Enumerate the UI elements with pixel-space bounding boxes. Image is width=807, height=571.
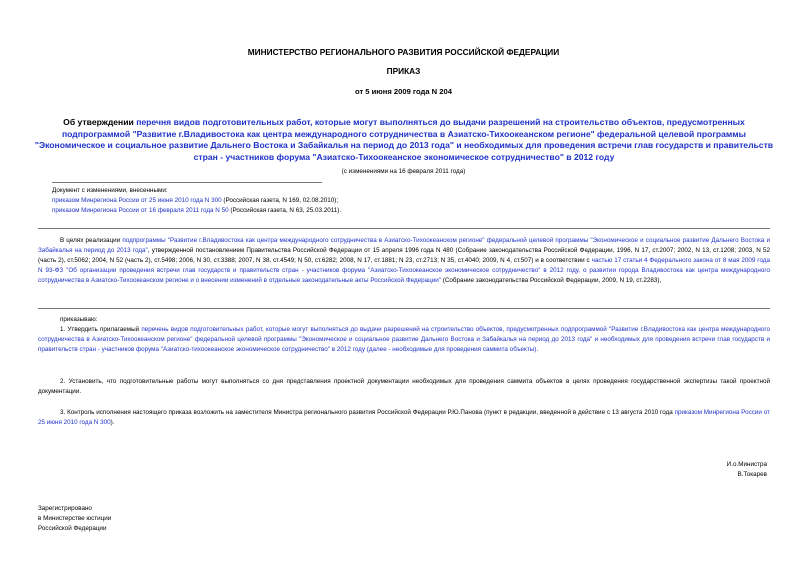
order-item-1 [38, 325, 770, 355]
title-prefix: Об утверждении [63, 117, 137, 127]
amendments-block [52, 186, 552, 217]
divider [38, 228, 770, 229]
order-item-3 [38, 408, 770, 428]
document-type: ПРИКАЗ [386, 66, 421, 76]
amendment-item [52, 206, 552, 216]
amendment-order-link[interactable]: приказом Минрегиона России от 25 июня 2010 года N 300 [38, 409, 770, 427]
title-link[interactable]: перечня видов подготовительных работ, которые могут выполняться до выдачи разрешений на строительство объектов, предусмотренных подпрограммой "Развитие г.Владивостока как центра международного сотрудничества в Азиатско-Тихоокеанском регионе" федеральной целевой программы "Экономическое и социальное развитие Дальнего Востока и Забайкалья на период до 2013 года" и необходимых для проведения встречи глав государств и правительств стран - участников форума "Азиатско-Тихоокеанское экономическое сотрудничество" в 2012 году [34, 117, 774, 162]
amendment-source: (Российская газета, N 169, 02.08.2010); [221, 197, 339, 205]
subprogram-link[interactable]: подпрограммы "Развитие г.Владивостока как центра международного сотрудничества в Азиатско-Тихоокеанском регионе" федеральной целевой программы "Экономическое и социальное развитие Дальнего Востока и Забайкалья на период до 2013 года" [38, 237, 770, 255]
document-title [34, 117, 774, 163]
order-text: . [536, 346, 539, 354]
order-item-2: 2. Установить, что подготовительные работы могут выполняться со дня представления проектной документации необходимых для проведения саммита объектов в целях проведения государственной экспертизы такой проектной документации. [38, 378, 770, 396]
amendments-heading: Документ с изменениями, внесенными: [52, 187, 168, 194]
registration-line: в Министерстве юстиции [38, 515, 112, 523]
registration-note [38, 504, 111, 535]
amendment-link[interactable]: приказом Минрегиона России от 16 февраля 2011 года N 50 [52, 207, 229, 215]
document-date: от 5 июня 2009 года N 204 [355, 87, 452, 96]
amendment-item [52, 196, 552, 206]
preamble-text: В целях реализации [60, 237, 123, 244]
ministry-name: МИНИСТЕРСТВО РЕГИОНАЛЬНОГО РАЗВИТИЯ РОССИЙСКОЙ ФЕДЕРАЦИИ [247, 47, 560, 57]
registration-line: Российской Федерации [38, 525, 107, 533]
registration-line: Зарегистрировано [38, 505, 92, 512]
signature-block [727, 460, 767, 480]
preamble-paragraph [38, 236, 770, 286]
divider [38, 308, 770, 309]
signatory-name: В.Токарев [737, 471, 767, 479]
order-text: 3. Контроль исполнения настоящего приказа возложить на заместителя Министра регионального развития Российской Федерации Р.Ю.Панова (пункт в редакции, введенной в действие с 13 августа 2010 года [60, 409, 675, 416]
works-list-link[interactable]: перечень видов подготовительных работ, которые могут выполняться до выдачи разрешений на строительство объектов, предусмотренных подпрограммой "Развитие г.Владивостока как центра международного сотрудничества в Азиатско-Тихоокеанском регионе" федеральной целевой программы "Экономическое и социальное развитие Дальнего Востока и Забайкалья на период до 2013 года" и необходимых для проведения встречи глав государств и правительств стран - участников форума "Азиатско-тихоокеанское экономическое сотрудничество" в 2012 году (далее - необходимые для проведения саммита объекты) [38, 326, 771, 354]
preamble-text: , утвержденной постановлением Правительства Российской Федерации от 15 апреля 1996 года N 480 (Собрание законодательства Российской Федерации, 1996, N 17, ст.2007; 2002, N 13, ст.1208; 2003, N 52 (часть 2), ст.5062; 2004, N 52 (часть 2), ст.5498; 2006, N 30, ст.3388; 2007, N 38, ст.4549; N 50, ст.6282; 2008, N 17, ст.1881; N 23, ст.2713; N 35, ст.4040; 2009, N 4, ст.507) и в соответствии с [38, 247, 770, 265]
amendments-date-note: (с изменениями на 16 февраля 2011 года) [341, 168, 466, 175]
divider [52, 182, 322, 183]
preamble-text: (Собрание законодательства Российской Федерации, 2009, N 19, ст.2283), [441, 277, 662, 285]
signatory-position: И.о.Министра [726, 461, 767, 468]
amendment-source: (Российская газета, N 63, 25.03.2011). [228, 207, 342, 215]
federal-law-link[interactable]: частью 17 статьи 4 Федерального закона от 8 мая 2009 года N 93-ФЗ "Об организации проведения встречи глав государств и правительств стран - участников форума "Азиатско-Тихоокеанское экономическое сотрудничество" в 2012 году, о развитии города Владивостока как центра международного сотрудничества в Азиатско-Тихоокеанском регионе и о внесении изменений в отдельные законодательные акты Российской Федерации" [38, 257, 770, 285]
order-text: ). [110, 419, 115, 427]
order-text: 1. Утвердить прилагаемый [60, 326, 142, 333]
amendment-link[interactable]: приказом Минрегиона России от 25 июня 2010 года N 300 [52, 197, 222, 205]
order-word: приказываю: [60, 316, 98, 323]
